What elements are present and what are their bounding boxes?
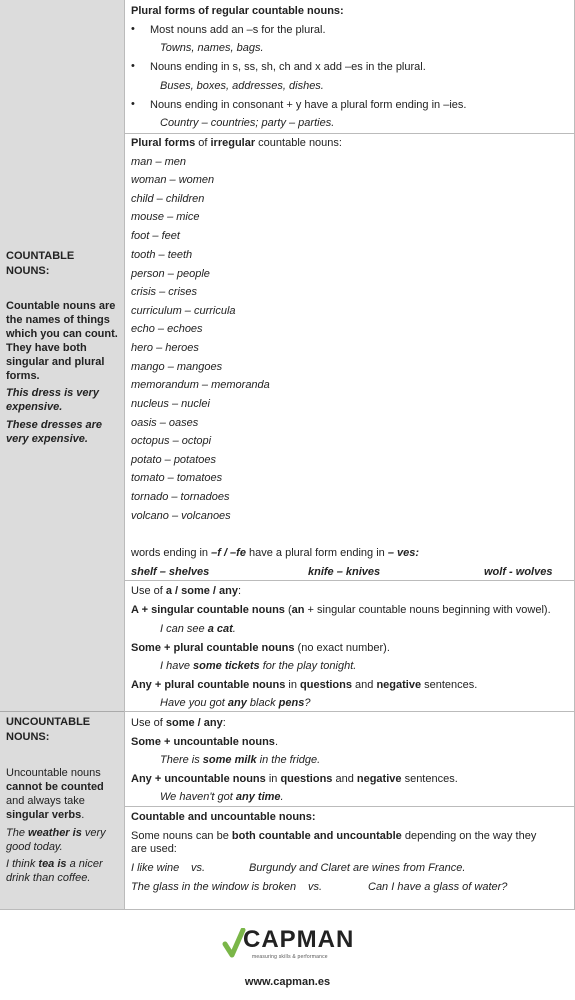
uncountable-example-2: [6, 857, 118, 885]
uncount-any-questions: questions: [280, 773, 333, 785]
both-heading: Countable and uncountable nouns:: [131, 811, 316, 823]
uncountable-example-1: [6, 826, 118, 854]
both-example-2a: The glass in the window is broken: [131, 881, 297, 893]
rule-any-negative: negative: [376, 679, 422, 691]
regular-example-1: Towns, names, bags.: [160, 42, 264, 54]
rule-a-an: an: [291, 604, 305, 616]
rule-any-end: sentences.: [421, 679, 478, 691]
irregular-heading-a: Plural forms: [131, 137, 196, 149]
f-rule-c: have a plural form ending in: [245, 547, 388, 559]
ex-c: .: [280, 791, 284, 803]
irregular-pair: octopus – octopi: [131, 435, 212, 447]
uncountable-def-text: Uncountable nouns: [6, 767, 101, 779]
irregular-pair: mango – mangoes: [131, 361, 223, 373]
bullet: •: [131, 60, 135, 72]
intro-b: a / some / any: [165, 585, 239, 597]
bullet: •: [131, 23, 135, 35]
regular-rule-2: Nouns ending in s, ss, sh, ch and x add –es in the plural.: [150, 61, 426, 73]
regular-heading: Plural forms of regular countable nouns:: [131, 5, 344, 17]
irregular-pair: foot – feet: [131, 230, 180, 242]
row-divider: [125, 133, 575, 134]
uncount-any-negative: negative: [356, 773, 402, 785]
uncount-any-example: [160, 790, 284, 804]
regular-rule-3: Nouns ending in consonant + y have a plural form ending in –ies.: [150, 99, 467, 111]
countable-example-2: These dresses are very expensive.: [6, 419, 103, 445]
ex-e: ?: [304, 697, 311, 709]
ex-b: a cat: [207, 623, 233, 635]
f-rule-b: –f / –fe: [211, 547, 246, 559]
irregular-pair: curriculum – curricula: [131, 305, 236, 317]
f-rule-a: words ending in: [131, 547, 212, 559]
category-divider: [0, 711, 124, 712]
irregular-pair: tornado – tornadoes: [131, 491, 230, 503]
irregular-pair: mouse – mice: [131, 211, 200, 223]
ex-a: There is: [160, 754, 203, 766]
irregular-pair: echo – echoes: [131, 323, 203, 335]
uncountable-def-text-2: and always take: [6, 795, 85, 807]
f-rule-d: – ves:: [387, 547, 420, 559]
countable-definition: Countable nouns are the names of things which you can count. They have both singular and plural forms.: [6, 300, 118, 382]
irregular-heading: [131, 136, 342, 150]
uncountable-ex1-c: very good today.: [6, 827, 106, 853]
rule-a-rest: + singular countable nouns beginning with vowel).: [304, 604, 551, 616]
row-divider: [125, 580, 575, 581]
rule-some-bold: Some + plural countable nouns: [131, 642, 295, 654]
uncount-any-bold: Any + uncountable nouns: [131, 773, 266, 785]
regular-rule-1: Most nouns add an –s for the plural.: [150, 24, 326, 36]
rule-any-and: and: [351, 679, 377, 691]
uncountable-ex1-a: The: [6, 827, 29, 839]
brand-tagline: measuring skills & performance: [252, 954, 328, 960]
rule-any: [131, 678, 477, 692]
both-example-1a: I like wine: [131, 862, 180, 874]
rule-any-in: in: [285, 679, 301, 691]
f-fe-rule: [131, 546, 419, 560]
irregular-pair: memorandum – memoranda: [131, 379, 270, 391]
rule-some: [131, 641, 390, 655]
uncountable-title: UNCOUNTABLE NOUNS:: [6, 716, 91, 743]
both-example-1-vs: vs.: [191, 862, 206, 874]
ex-b: some tickets: [193, 660, 260, 672]
website-link[interactable]: www.capman.es: [244, 976, 331, 988]
both-example-1b: Burgundy and Claret are wines from France.: [249, 862, 466, 874]
category-column: [0, 0, 125, 909]
irregular-heading-c: irregular: [210, 137, 256, 149]
irregular-heading-b: of: [195, 137, 211, 149]
both-example-2b: Can I have a glass of water?: [368, 881, 508, 893]
uncount-some-example: [160, 753, 320, 767]
rule-some-example: [160, 659, 356, 673]
both-l1b: both countable and uncountable: [231, 830, 402, 842]
f-example-2: knife – knives: [308, 566, 381, 578]
asomeany-intro: [131, 584, 241, 598]
irregular-pair: potato – potatoes: [131, 454, 217, 466]
uncountable-ex2-a: I think: [6, 858, 39, 870]
row-divider: [125, 806, 575, 807]
rule-a-example: [160, 622, 236, 636]
rule-any-questions: questions: [300, 679, 352, 691]
uncount-any-and: and: [332, 773, 357, 785]
irregular-pair: oasis – oases: [131, 417, 199, 429]
ex-c: for the play tonight.: [259, 660, 357, 672]
uncountable-def-bold: cannot be counted: [6, 781, 104, 793]
irregular-pair: tomato – tomatoes: [131, 472, 223, 484]
regular-example-3: Country – countries; party – parties.: [160, 117, 335, 129]
rule-a-bold: A + singular countable nouns: [131, 604, 285, 616]
intro-c: :: [238, 585, 242, 597]
irregular-pair: man – men: [131, 156, 187, 168]
uncountable-def-end: .: [81, 809, 85, 821]
bullet: •: [131, 98, 135, 110]
uncountable-ex1-b: weather is: [28, 827, 82, 839]
uncountable-definition: [6, 766, 118, 822]
ex-a: I have: [160, 660, 194, 672]
someany-intro: [131, 716, 226, 730]
uncount-rule-some: [131, 735, 278, 749]
ex-b: some milk: [202, 754, 257, 766]
uncount-any-in: in: [265, 773, 281, 785]
both-l1a: Some nouns can be: [131, 830, 232, 842]
ex-a: I can see: [160, 623, 208, 635]
countable-example-1: This dress is very expensive.: [6, 387, 99, 413]
uncountable-ex2-b: tea is: [38, 858, 67, 870]
irregular-pair: volcano – volcanoes: [131, 510, 231, 522]
irregular-pair: hero – heroes: [131, 342, 199, 354]
intro-b: some / any: [165, 717, 223, 729]
uncount-some-end: .: [274, 736, 278, 748]
f-example-3: wolf - wolves: [484, 566, 553, 578]
intro-a: Use of: [131, 585, 166, 597]
irregular-pair: child – children: [131, 193, 205, 205]
ex-d: pens: [278, 697, 305, 709]
rule-some-rest: (no exact number).: [294, 642, 390, 654]
irregular-heading-d: countable nouns:: [255, 137, 342, 149]
uncount-rule-any: [131, 772, 458, 786]
irregular-pair: tooth – teeth: [131, 249, 193, 261]
ex-c: in the fridge.: [256, 754, 321, 766]
rule-a-paren: (: [284, 604, 292, 616]
uncountable-ex2-c: a nicer drink than coffee.: [6, 858, 103, 884]
both-l1c: depending on the way they: [401, 830, 537, 842]
uncount-any-end: sentences.: [401, 773, 458, 785]
irregular-pair: woman – women: [131, 174, 215, 186]
irregular-pair: crisis – crises: [131, 286, 198, 298]
ex-b: any time: [235, 791, 281, 803]
intro-a: Use of: [131, 717, 166, 729]
ex-c: .: [232, 623, 236, 635]
rule-any-bold: Any + plural countable nouns: [131, 679, 286, 691]
rule-any-example: [160, 696, 310, 710]
countable-title: COUNTABLE NOUNS:: [6, 250, 75, 277]
ex-c: black: [246, 697, 279, 709]
f-example-1: shelf – shelves: [131, 566, 210, 578]
uncountable-def-bold-2: singular verbs: [6, 809, 82, 821]
ex-b: any: [227, 697, 247, 709]
both-example-2-vs: vs.: [308, 881, 323, 893]
row-divider: [125, 711, 575, 712]
intro-c: :: [222, 717, 226, 729]
ex-a: Have you got: [160, 697, 228, 709]
brand-name: CAPMAN: [243, 926, 355, 953]
irregular-pair: person – people: [131, 268, 210, 280]
both-line-1: [131, 829, 536, 843]
ex-a: We haven't got: [160, 791, 236, 803]
irregular-pair: nucleus – nuclei: [131, 398, 210, 410]
rule-a: [131, 603, 551, 617]
both-line-2: are used:: [131, 843, 177, 855]
regular-example-2: Buses, boxes, addresses, dishes.: [160, 80, 324, 92]
uncount-some-bold: Some + uncountable nouns: [131, 736, 275, 748]
